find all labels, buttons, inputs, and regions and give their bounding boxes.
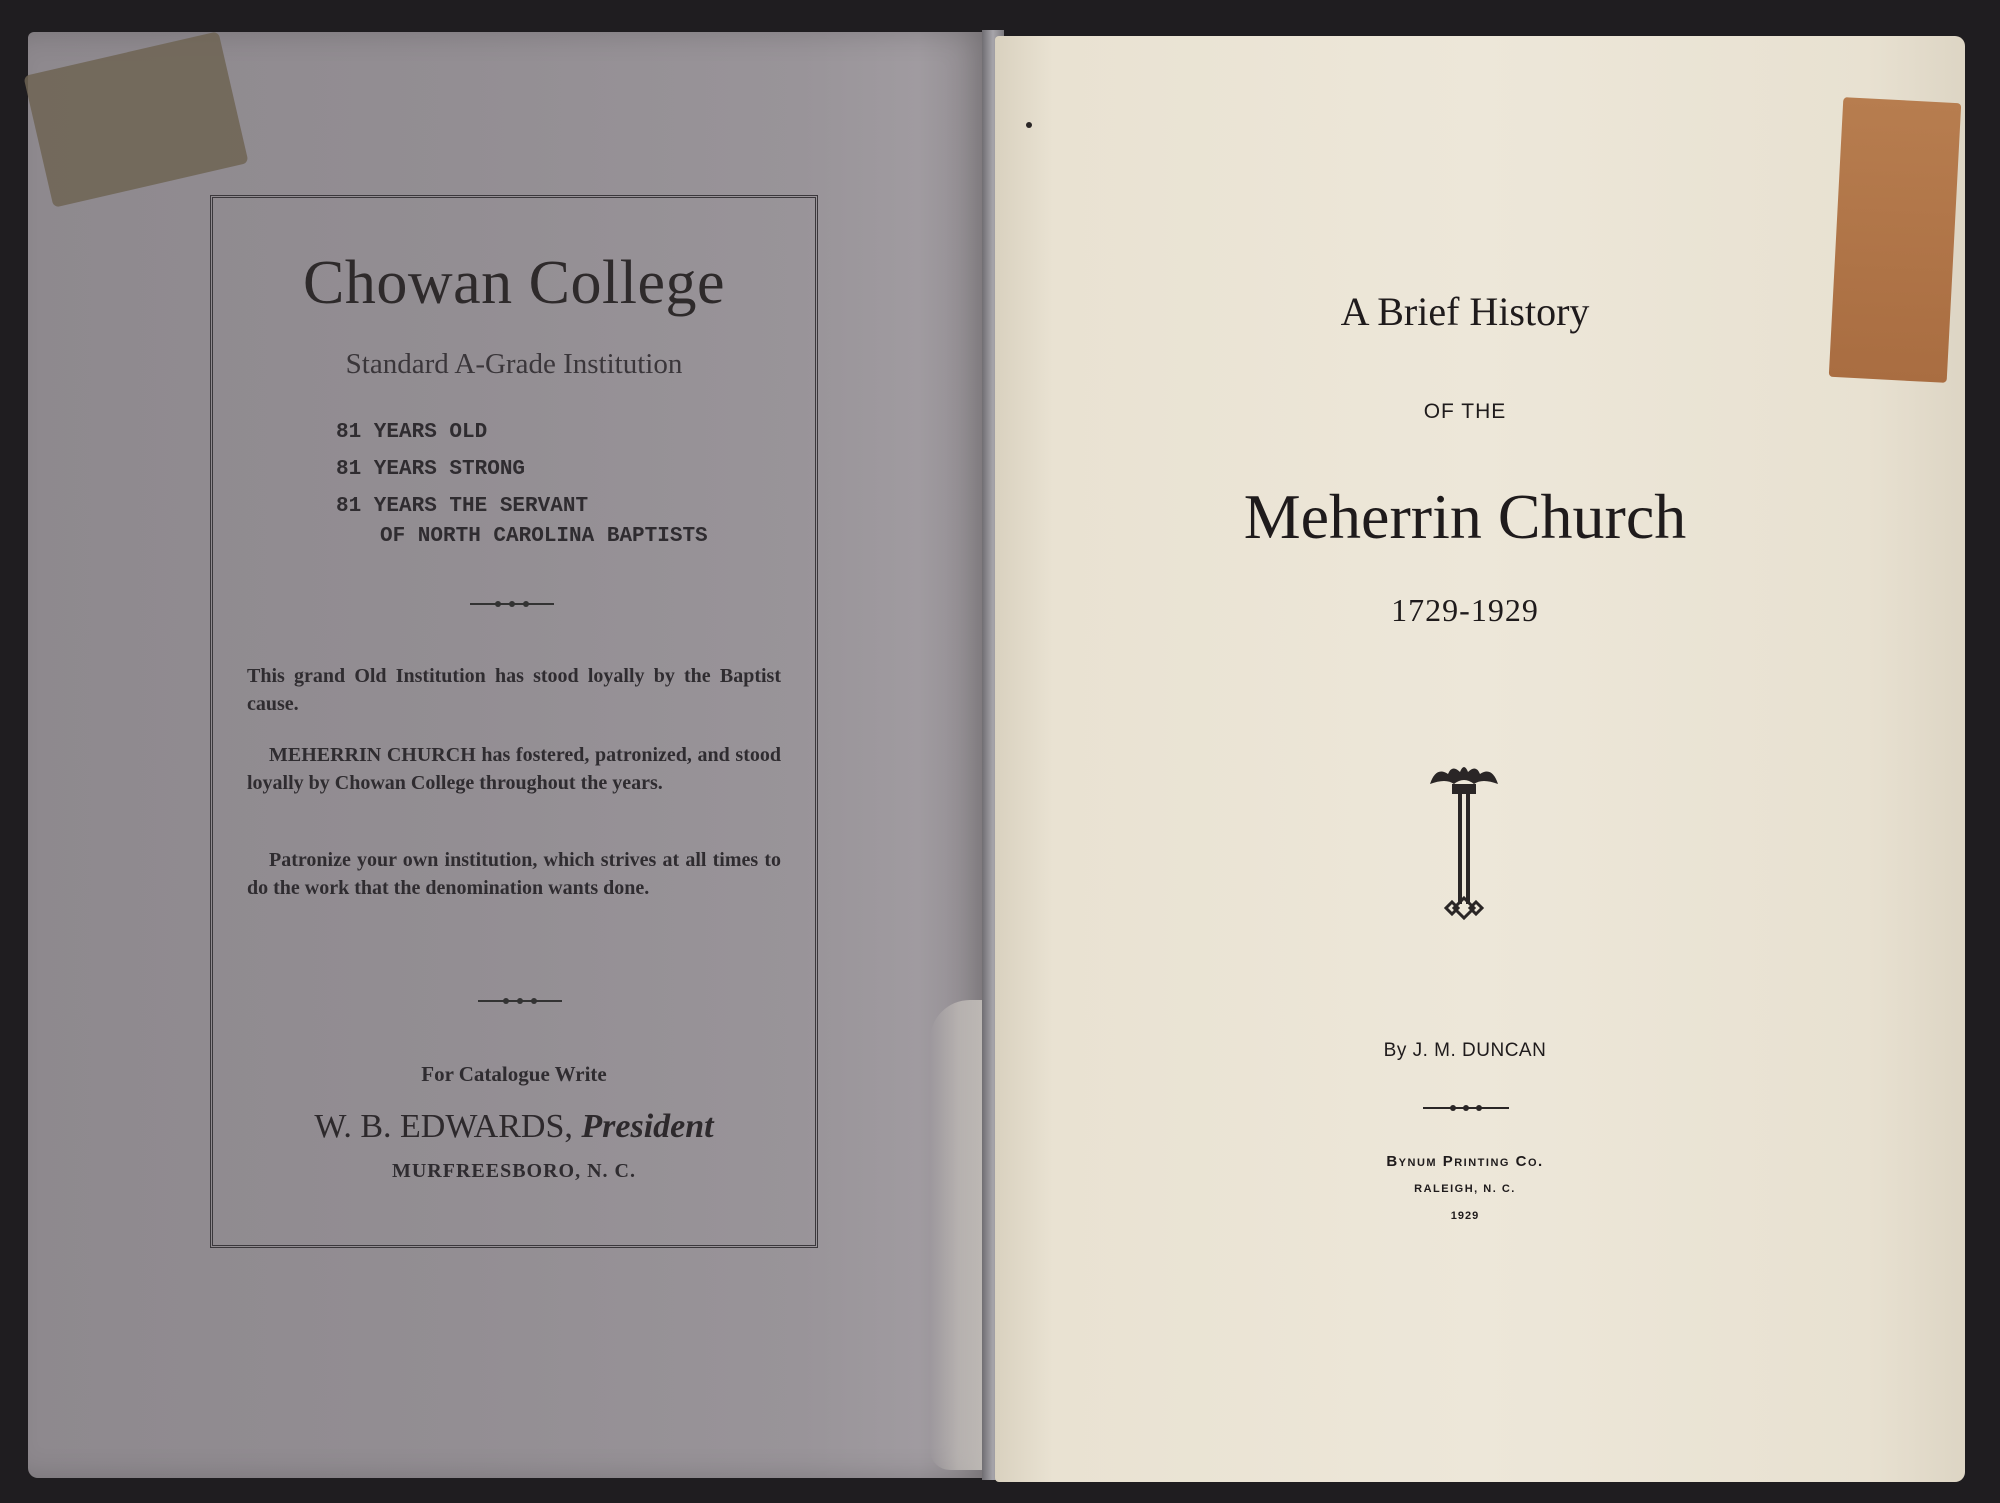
printer-city: RALEIGH, N. C. <box>1414 1183 1516 1195</box>
years-line-3: 81 YEARS THE SERVANT <box>336 495 589 518</box>
title-page <box>995 36 1965 1482</box>
college-title: Chowan College <box>303 249 725 317</box>
heading-brief-history: A Brief History <box>1340 289 1590 334</box>
years-line-3-continued: OF NORTH CAROLINA BAPTISTS <box>380 525 708 548</box>
printer-name: Bynum Printing Co. <box>1386 1153 1544 1170</box>
author-line: By J. M. DUNCAN <box>1383 1040 1547 1061</box>
contact-city: MURFREESBORO, N. C. <box>391 1160 636 1182</box>
heading-of-the: OF THE <box>1423 400 1507 423</box>
print-year: 1929 <box>1450 1210 1480 1222</box>
year-range: 1729-1929 <box>1391 592 1539 628</box>
ornament-divider-1 <box>468 598 556 610</box>
paragraph-1: This grand Old Institution has stood loyally by the Baptist cause. <box>247 665 781 715</box>
paragraph-2: MEHERRIN CHURCH has fostered, patronized, and stood loyally by Chowan College throughout the years. <box>247 744 781 794</box>
main-title: Meherrin Church <box>1243 481 1687 552</box>
ornament-divider-3 <box>1421 1102 1511 1114</box>
contact-title: President <box>581 1108 714 1145</box>
college-subtitle: Standard A-Grade Institution <box>345 348 683 380</box>
tape-right <box>1829 97 1961 383</box>
years-line-2: 81 YEARS STRONG <box>336 458 526 481</box>
catalogue-line: For Catalogue Write <box>421 1062 607 1086</box>
contact-name: W. B. EDWARDS, <box>314 1108 573 1145</box>
years-line-1: 81 YEARS OLD <box>336 421 488 444</box>
page-mark <box>1026 122 1032 128</box>
contact-name-line <box>210 1108 818 1146</box>
ornament-divider-2 <box>476 995 564 1007</box>
years-list <box>336 414 708 549</box>
paragraph-3: Patronize your own institution, which strives at all times to do the work that the denomination wants done. <box>247 849 781 899</box>
lily-column-ornament-icon <box>1422 762 1506 922</box>
